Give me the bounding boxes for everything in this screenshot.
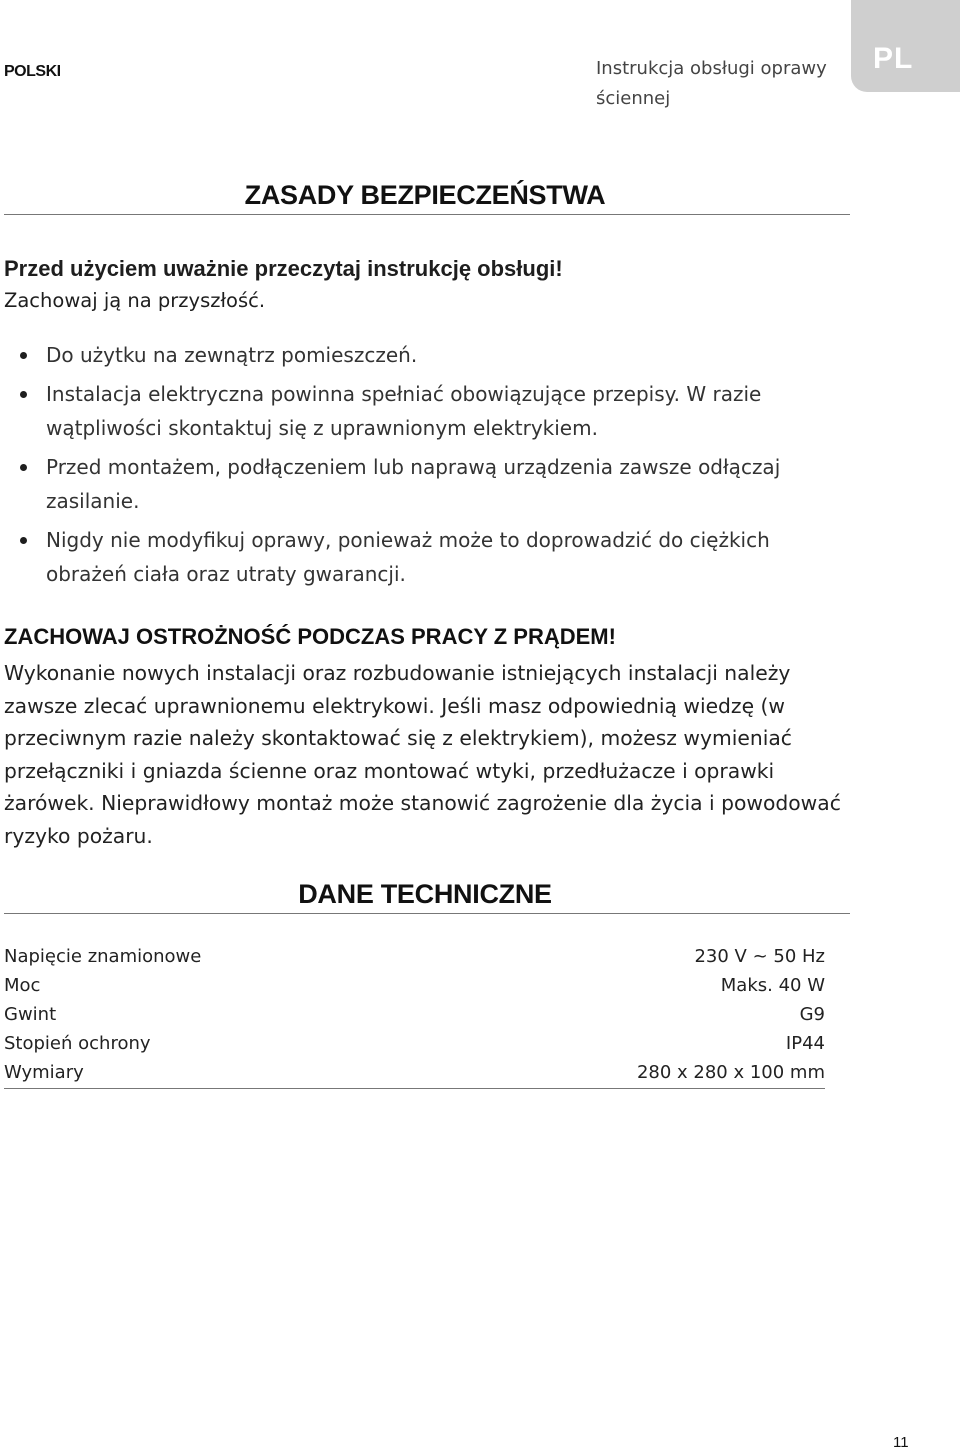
language-tab (851, 0, 960, 92)
safety-heading: ZASADY BEZPIECZEŃSTWA (244, 180, 606, 210)
intro-normal: Zachowaj ją na przyszłość. (4, 289, 266, 312)
list-item: Do użytku na zewnątrz pomieszczeń. (4, 338, 844, 372)
technical-specs-table (4, 942, 825, 1087)
spec-value: Maks. 40 W (720, 975, 825, 996)
intro-bold: Przed użyciem uważnie przeczytaj instrukcję obsługi! (4, 256, 563, 281)
safety-heading-rule (4, 214, 850, 215)
safety-intro (4, 253, 844, 317)
table-row (4, 1058, 825, 1087)
document-title: Instrukcja obsługi oprawy ściennej (596, 58, 827, 109)
page-number: 11 (893, 1434, 909, 1451)
electrical-warning-title: ZACHOWAJ OSTROŻNOŚĆ PODCZAS PRACY Z PRĄDEM! (4, 624, 616, 649)
table-row (4, 1029, 825, 1058)
table-row (4, 1000, 825, 1029)
bullet-icon (20, 391, 27, 398)
list-item: Instalacja elektryczna powinna spełniać obowiązujące przepisy. W razie wątpliwości skontaktuj się z uprawnionym elektrykiem. (4, 377, 844, 445)
spec-label: Wymiary (4, 1062, 84, 1083)
bullet-icon (20, 537, 27, 544)
language-label: POLSKI (4, 63, 61, 80)
electrical-warning-body: Wykonanie nowych instalacji oraz rozbudowanie istniejących instalacji należy zawsze zlecać uprawnionemu elektrykowi. Jeśli masz odpowiednią wiedzę (w przeciwnym razie należy skontaktować się z elektrykiem), możesz wymieniać przełączniki i gniazda ścienne oraz montować wtyki, przedłużacze i oprawki żarówek. Nieprawidłowy montaż może stanowić zagrożenie dla życia i powodować ryzyko pożaru. (4, 661, 841, 848)
spec-label: Napięcie znamionowe (4, 946, 202, 967)
table-row (4, 971, 825, 1000)
spec-value: IP44 (785, 1033, 825, 1054)
safety-bullet-list (4, 338, 844, 596)
technical-heading-rule (4, 913, 850, 914)
bullet-icon (20, 352, 27, 359)
spec-value: 280 x 280 x 100 mm (636, 1062, 825, 1083)
list-item: Nigdy nie modyfikuj oprawy, ponieważ może to doprowadzić do ciężkich obrażeń ciała oraz utraty gwarancji. (4, 523, 844, 591)
technical-table-rule (4, 1088, 825, 1089)
spec-label: Gwint (4, 1004, 57, 1025)
spec-label: Stopień ochrony (4, 1033, 151, 1054)
table-row (4, 942, 825, 971)
bullet-icon (20, 464, 27, 471)
list-item: Przed montażem, podłączeniem lub naprawą urządzenia zawsze odłączaj zasilanie. (4, 450, 844, 518)
spec-value: G9 (799, 1004, 825, 1025)
technical-heading: DANE TECHNICZNE (298, 879, 552, 909)
spec-value: 230 V ~ 50 Hz (694, 946, 825, 967)
spec-label: Moc (4, 975, 41, 996)
language-code: PL (873, 42, 914, 75)
